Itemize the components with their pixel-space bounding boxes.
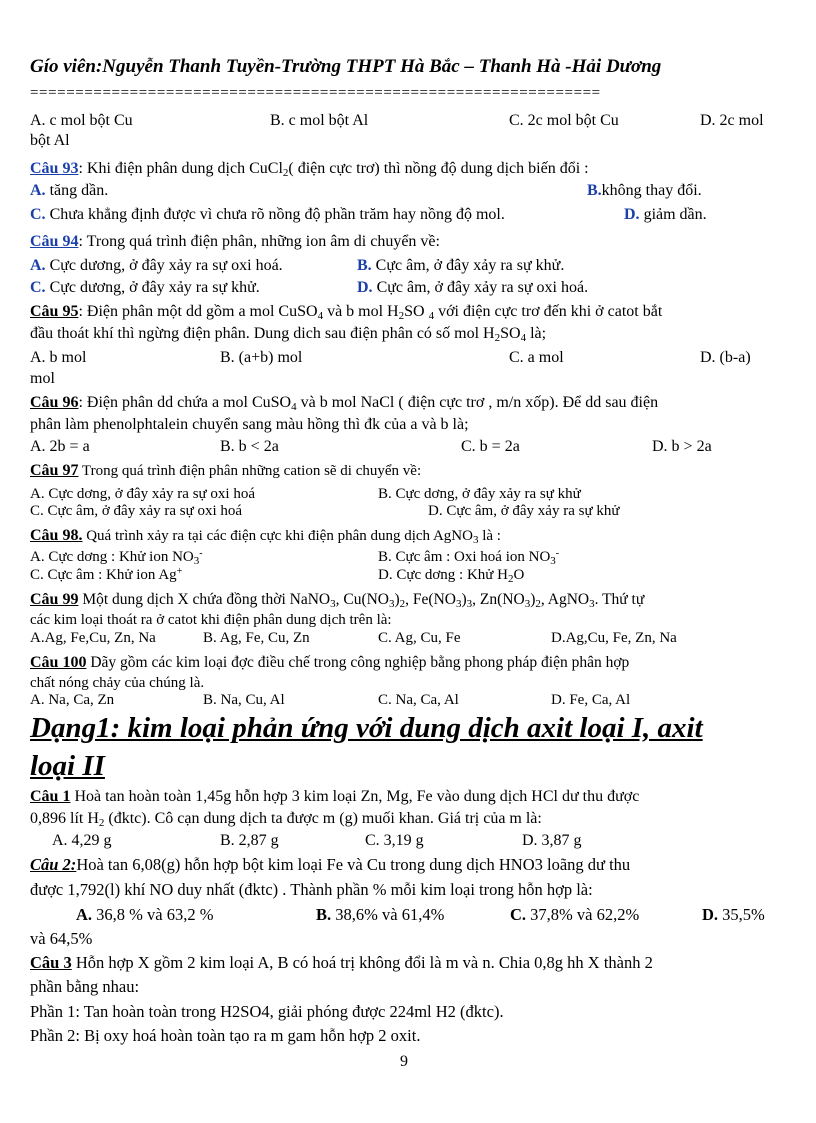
q93-option-a: A. tăng dần. bbox=[30, 182, 109, 199]
q93-option-c: C. Chưa khẳng định được vì chưa rõ nồng độ phần trăm hay nồng độ mol. bbox=[30, 206, 505, 223]
q100-option-b: B. Na, Cu, Al bbox=[203, 692, 285, 708]
q96-option-c: C. b = 2a bbox=[461, 438, 520, 455]
c2-label: Câu 2: bbox=[30, 855, 77, 874]
q93-stem: Câu 93: Khi điện phân dung dịch CuCl$_2$( điện cực trơ) thì nồng độ dung dịch biến đổi : bbox=[30, 160, 589, 179]
c2-stem-line2: được 1,792(l) khí NO duy nhất (đktc) . Thành phần % mỗi kim loại trong hỗn hợp là: bbox=[30, 880, 593, 899]
c3-stem: Câu 3 Hỗn hợp X gồm 2 kim loại A, B có hoá trị không đổi là m và n. Chia 0,8g hh X thành 2 bbox=[30, 953, 653, 972]
q92-option-b: B. c mol bột Al bbox=[270, 112, 369, 129]
c3-part2: Phần 2: Bị oxy hoá hoàn toàn tạo ra m gam hỗn hợp 2 oxit. bbox=[30, 1026, 421, 1045]
q94-option-c: C. Cực dương, ở đây xảy ra sự khử. bbox=[30, 279, 260, 296]
q93-option-b: B.không thay đổi. bbox=[587, 182, 702, 199]
q95-option-a: A. b mol bbox=[30, 349, 87, 366]
c3-label: Câu 3 bbox=[30, 953, 72, 972]
q99-label: Câu 99 bbox=[30, 591, 79, 608]
page-number: 9 bbox=[400, 1053, 408, 1070]
q92-option-a: A. c mol bột Cu bbox=[30, 112, 133, 129]
q99-option-d: D.Ag,Cu, Fe, Zn, Na bbox=[551, 630, 677, 646]
q98-stem: Câu 98. Quá trình xảy ra tại các điện cực khi điện phân dung dịch AgNO$_3$ là : bbox=[30, 527, 501, 546]
q100-option-d: D. Fe, Ca, Al bbox=[551, 692, 631, 708]
q96-option-a: A. 2b = a bbox=[30, 438, 90, 455]
q99-stem: Câu 99 Một dung dịch X chứa đồng thời NaNO$_3$, $Cu(NO_3)_2$, $Fe(NO_3)_3$, $Zn(NO_3)_2$, AgNO$_3$. Thứ tự bbox=[30, 591, 645, 610]
q95-option-d-cont: mol bbox=[30, 370, 55, 387]
q94-option-b: B. Cực âm, ở đây xảy ra sự khử. bbox=[357, 257, 565, 274]
q94-option-d: D. Cực âm, ở đây xảy ra sự oxi hoá. bbox=[357, 279, 589, 296]
q95-stem: Câu 95: Điện phân một dd gồm a mol CuSO$_4$ và b mol $H_2SO$ $_4$ với điện cực trơ đến khi ở catot bắt bbox=[30, 303, 663, 322]
c1-stem: Câu 1 Hoà tan hoàn toàn 1,45g hỗn hợp 3 kim loại Zn, Mg, Fe vào dung dịch HCl dư thu được bbox=[30, 788, 640, 805]
q100-stem-line2: chất nóng chảy của chúng là. bbox=[30, 675, 205, 691]
c1-stem-line2: 0,896 lít $H_2$ (đktc). Cô cạn dung dịch ta được m (g) muối khan. Giá trị của m là: bbox=[30, 810, 542, 829]
q99-option-c: C. Ag, Cu, Fe bbox=[378, 630, 461, 646]
c2-option-a: A. 36,8 % và 63,2 % bbox=[76, 905, 214, 924]
q100-label: Câu 100 bbox=[30, 654, 87, 671]
q97-option-a: A. Cực dơng, ở đây xảy ra sự oxi hoá bbox=[30, 486, 255, 502]
q98-option-c: C. Cực âm : Khử ion Ag+ bbox=[30, 566, 183, 583]
c1-label: Câu 1 bbox=[30, 788, 71, 805]
q98-option-b: B. Cực âm : Oxi hoá ion $NO_3^-$ bbox=[378, 548, 560, 567]
c1-option-d: D. 3,87 g bbox=[522, 832, 582, 849]
q99-option-a: A.Ag, Fe,Cu, Zn, Na bbox=[30, 630, 156, 646]
q94-label: Câu 94 bbox=[30, 233, 79, 250]
c2-option-b: B. 38,6% và 61,4% bbox=[316, 905, 445, 924]
q95-option-c: C. a mol bbox=[509, 349, 564, 366]
page-header: Gío viên:Nguyễn Thanh Tuyền-Trường THPT Hà Bắc – Thanh Hà -Hải Dương bbox=[30, 56, 662, 77]
c3-stem-line2: phần bằng nhau: bbox=[30, 977, 140, 996]
q97-option-c: C. Cực âm, ở đây xảy ra sự oxi hoá bbox=[30, 503, 243, 519]
q97-option-d: D. Cực âm, ở đây xảy ra sự khử bbox=[428, 503, 620, 519]
section-heading-cont: loại II bbox=[30, 750, 105, 782]
q99-option-b: B. Ag, Fe, Cu, Zn bbox=[203, 630, 310, 646]
c1-option-a: A. 4,29 g bbox=[52, 832, 112, 849]
q92-option-d-cont: bột Al bbox=[30, 132, 70, 149]
section-heading: Dạng1: kim loại phản ứng với dung dịch axit loại I, axit bbox=[30, 712, 703, 744]
q95-option-d: D. (b-a) bbox=[700, 349, 751, 366]
q100-option-c: C. Na, Ca, Al bbox=[378, 692, 459, 708]
q96-option-d: D. b > 2a bbox=[652, 438, 712, 455]
q96-stem: Câu 96: Điện phân dd chứa a mol CuSO$_4$ và b mol NaCl ( điện cực trơ , m/n xốp). Để dd sau điện bbox=[30, 394, 659, 413]
q95-option-b: B. (a+b) mol bbox=[220, 349, 303, 366]
c3-part1: Phần 1: Tan hoàn toàn trong H2SO4, giải phóng được 224ml H2 (đktc). bbox=[30, 1002, 504, 1021]
q97-stem: Câu 97 Trong quá trình điện phân những cation sẽ di chuyển về: bbox=[30, 462, 422, 479]
q94-option-a: A. Cực dương, ở đây xảy ra sự oxi hoá. bbox=[30, 257, 283, 274]
q93-label: Câu 93 bbox=[30, 160, 79, 177]
q96-label: Câu 96 bbox=[30, 394, 79, 411]
q98-label: Câu 98. bbox=[30, 527, 83, 544]
q98-option-d: D. Cực dơng : Khử $H_2O$ bbox=[378, 567, 525, 585]
q98-option-a: A. Cực dơng : Khử ion $NO_3^-$ bbox=[30, 548, 203, 567]
q97-option-b: B. Cực dơng, ở đây xảy ra sự khử bbox=[378, 486, 581, 502]
c2-option-d: D. 35,5% bbox=[702, 905, 765, 924]
c1-option-c: C. 3,19 g bbox=[365, 832, 424, 849]
q99-stem-line2: các kim loại thoát ra ở catot khi điện phân dung dịch trên là: bbox=[30, 612, 392, 628]
c1-option-b: B. 2,87 g bbox=[220, 832, 279, 849]
q96-option-b: B. b < 2a bbox=[220, 438, 279, 455]
q97-label: Câu 97 bbox=[30, 462, 79, 479]
q95-stem-line2: đầu thoát khí thì ngừng điện phân. Dung dich sau điện phân có số mol $H_2SO_4$ là; bbox=[30, 325, 547, 344]
q94-stem: Câu 94: Trong quá trình điện phân, những ion âm di chuyển về: bbox=[30, 233, 440, 250]
header-rule: =============================================================== bbox=[30, 85, 601, 101]
c2-stem: Câu 2:Hoà tan 6,08(g) hỗn hợp bột kim loại Fe và Cu trong dung dịch HNO3 loãng dư thu bbox=[30, 855, 631, 874]
c2-option-c: C. 37,8% và 62,2% bbox=[510, 905, 640, 924]
q93-option-d: D. giảm dần. bbox=[624, 206, 707, 223]
q95-label: Câu 95 bbox=[30, 303, 79, 320]
c2-option-d-cont: và 64,5% bbox=[30, 929, 93, 948]
q96-stem-line2: phân làm phenolphtalein chuyển sang màu hồng thì đk của a và b là; bbox=[30, 416, 469, 433]
q92-option-d: D. 2c mol bbox=[700, 112, 764, 129]
q92-option-c: C. 2c mol bột Cu bbox=[509, 112, 619, 129]
q100-option-a: A. Na, Ca, Zn bbox=[30, 692, 115, 708]
q100-stem: Câu 100 Dãy gồm các kim loại đợc điều chế trong công nghiệp bằng phong pháp điện phân hợp bbox=[30, 654, 630, 671]
